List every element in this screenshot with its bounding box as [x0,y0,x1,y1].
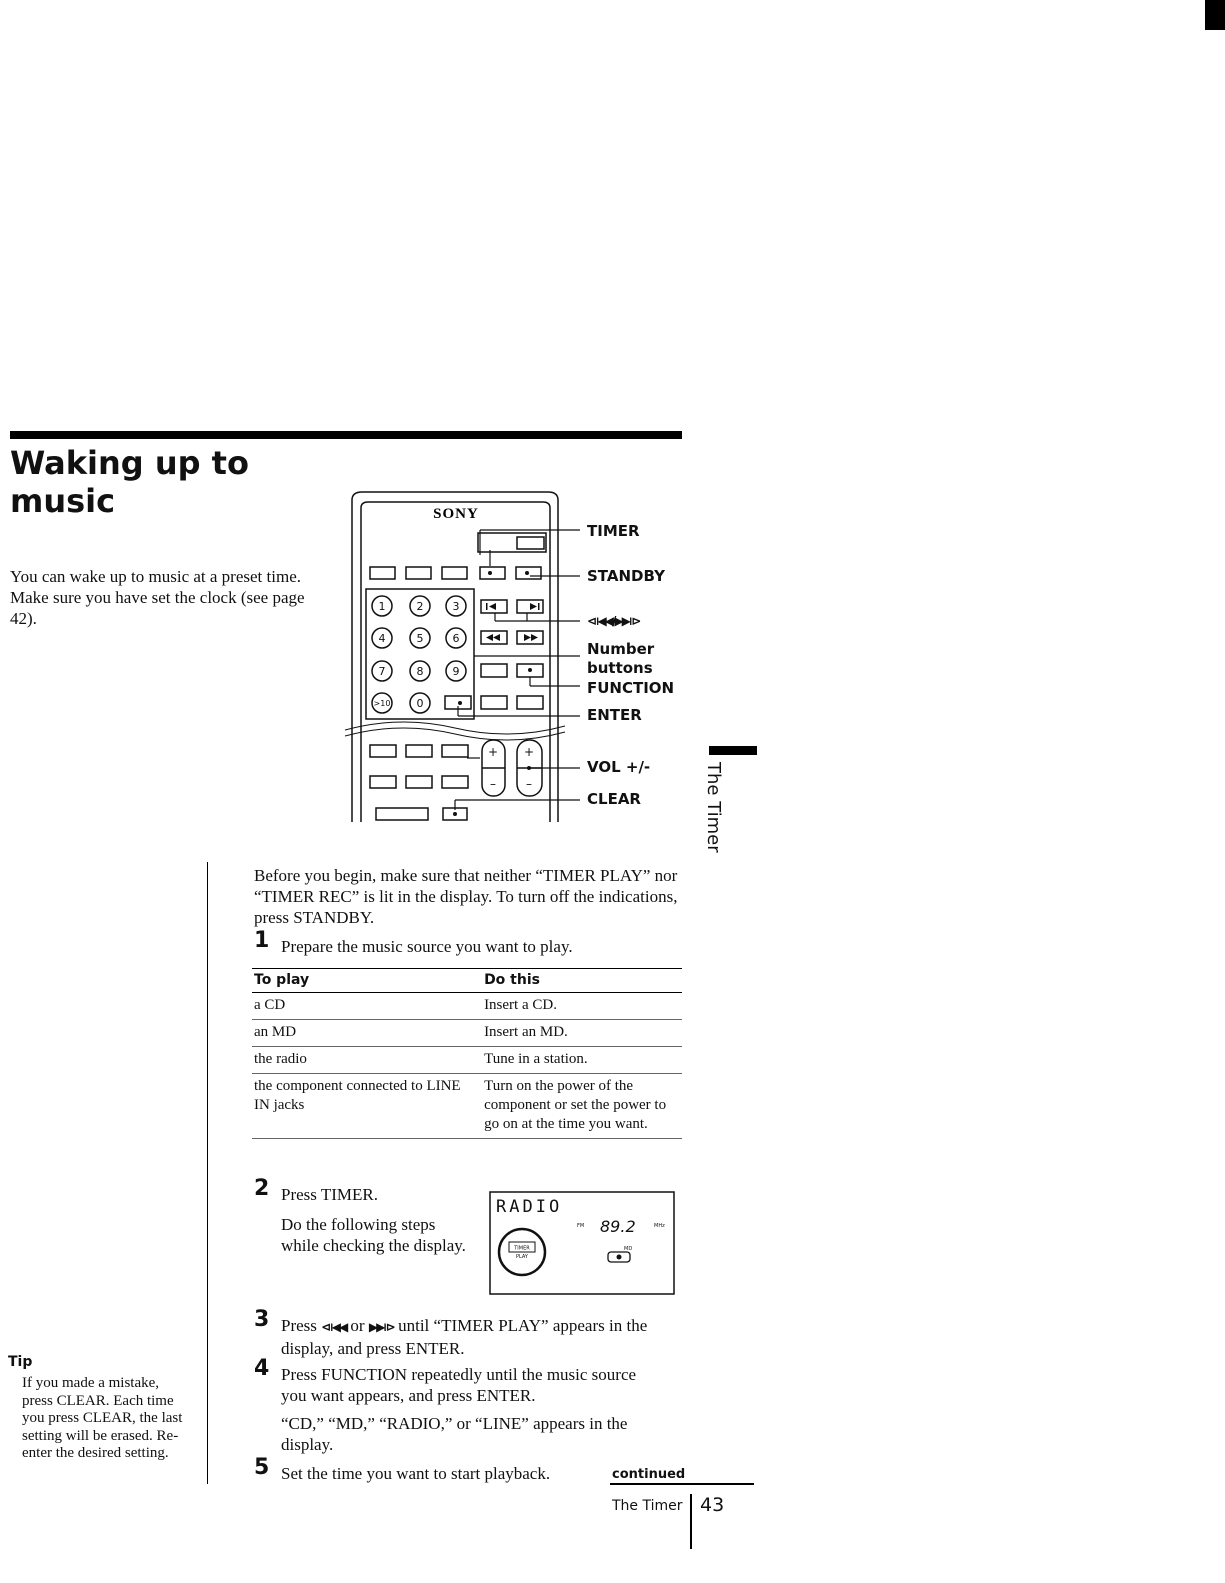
vol-minus-key: – [490,777,496,791]
table-cell: Insert an MD. [482,1020,682,1047]
key-2: 2 [416,600,424,613]
table-row [252,1047,682,1074]
table-cell: the component connected to LINE IN jacks [252,1074,482,1139]
key-7: 7 [378,665,386,678]
display-timer-mode: PLAY [515,1254,529,1260]
table-cell: the radio [252,1047,482,1074]
step-1-number: 1 [254,928,270,953]
step-3-number: 3 [254,1307,270,1332]
step-1-text: Prepare the music source you want to play. [281,937,573,956]
vol-minus-key-2: – [526,777,532,791]
tip-label: Tip [8,1354,33,1370]
key-0: 0 [416,697,424,710]
key-1: 1 [378,600,386,613]
intro-text: You can wake up to music at a preset time. Make sure you have set the clock (see page 42). [10,567,305,628]
key-4: 4 [378,632,386,645]
table-cell: a CD [252,993,482,1020]
display-panel [488,1190,678,1300]
brand-logo: SONY [433,506,479,522]
table-row [252,1020,682,1047]
callout-timer: TIMER [587,522,640,540]
callout-standby: STANDBY [587,567,665,585]
step-3-text-c: until “TIMER PLAY” appears in the display, and press ENTER. [281,1316,648,1358]
callout-function: FUNCTION [587,679,675,697]
section-tab-label: The Timer [703,762,724,853]
table-row [252,993,682,1020]
table-cell: an MD [252,1020,482,1047]
step-4-text: Press FUNCTION repeatedly until the music source you want appears, and press ENTER. [281,1365,637,1405]
continued-label: continued [612,1467,686,1482]
display-source: RADIO [496,1197,563,1217]
table-cell: Insert a CD. [482,993,682,1020]
callout-vol: VOL +/- [587,758,651,776]
key-5: 5 [416,632,424,645]
table-header-do-this: Do this [482,969,682,993]
vol-plus-key: + [487,745,499,759]
table-header-row [252,969,682,993]
display-unit: MHz [654,1223,665,1229]
remote-illustration [340,485,580,825]
step-3-text [281,1315,681,1359]
page-number: 43 [700,1494,725,1516]
step-4-subtext: “CD,” “MD,” “RADIO,” or “LINE” appears in the display. [281,1414,628,1454]
step-5-number: 5 [254,1455,270,1480]
key-8: 8 [416,665,424,678]
column-rule [207,862,208,1484]
section-marker [709,746,757,755]
step-2-text: Press TIMER. [281,1185,378,1204]
step-4-number: 4 [254,1356,270,1381]
vol-plus-key-2: + [523,745,535,759]
key-10plus: >10 [373,699,391,708]
callout-skip: ⧏◀◀/▶▶⧐ [587,614,640,628]
table-header-to-play: To play [252,969,482,993]
next-track-icon: ▶▶⧐ [368,1320,394,1334]
step-3-text-b: or [346,1316,369,1335]
display-timer-label: TIMER [514,1245,530,1252]
display-md-label: MD [624,1246,633,1252]
prev-track-icon: ⧏◀◀ [321,1320,347,1334]
prereq-text: Before you begin, make sure that neither “TIMER PLAY” nor “TIMER REC” is lit in the display. To turn off the indications, press STANDBY. [254,866,678,927]
key-3: 3 [452,600,460,613]
step-2-subtext: Do the following steps while checking the display. [281,1215,466,1255]
tip-text: If you made a mistake, press CLEAR. Each time you press CLEAR, the last setting will be erased. Re-enter the desired setting. [22,1375,183,1461]
key-6: 6 [452,632,460,645]
page-title: Waking up to music [10,444,249,520]
callout-clear: CLEAR [587,790,641,808]
display-frequency: 89.2 [600,1217,636,1236]
footer-rule [690,1494,692,1549]
step-3-text-a: Press [281,1316,322,1335]
table-cell: Turn on the power of the component or set the power to go on at the time you want. [482,1074,682,1139]
footer-section-name: The Timer [612,1498,683,1514]
source-table [252,968,682,1139]
continued-rule [610,1483,754,1485]
step-2-number: 2 [254,1176,270,1201]
callout-number-buttons: Number buttons [587,640,655,677]
edge-mark [1205,0,1225,30]
callout-enter: ENTER [587,706,642,724]
table-row [252,1074,682,1139]
key-9: 9 [452,665,460,678]
section-tab [703,762,733,862]
display-band: FM [577,1223,585,1229]
table-cell: Tune in a station. [482,1047,682,1074]
step-5-text: Set the time you want to start playback. [281,1464,551,1483]
heading-rule [10,431,682,439]
